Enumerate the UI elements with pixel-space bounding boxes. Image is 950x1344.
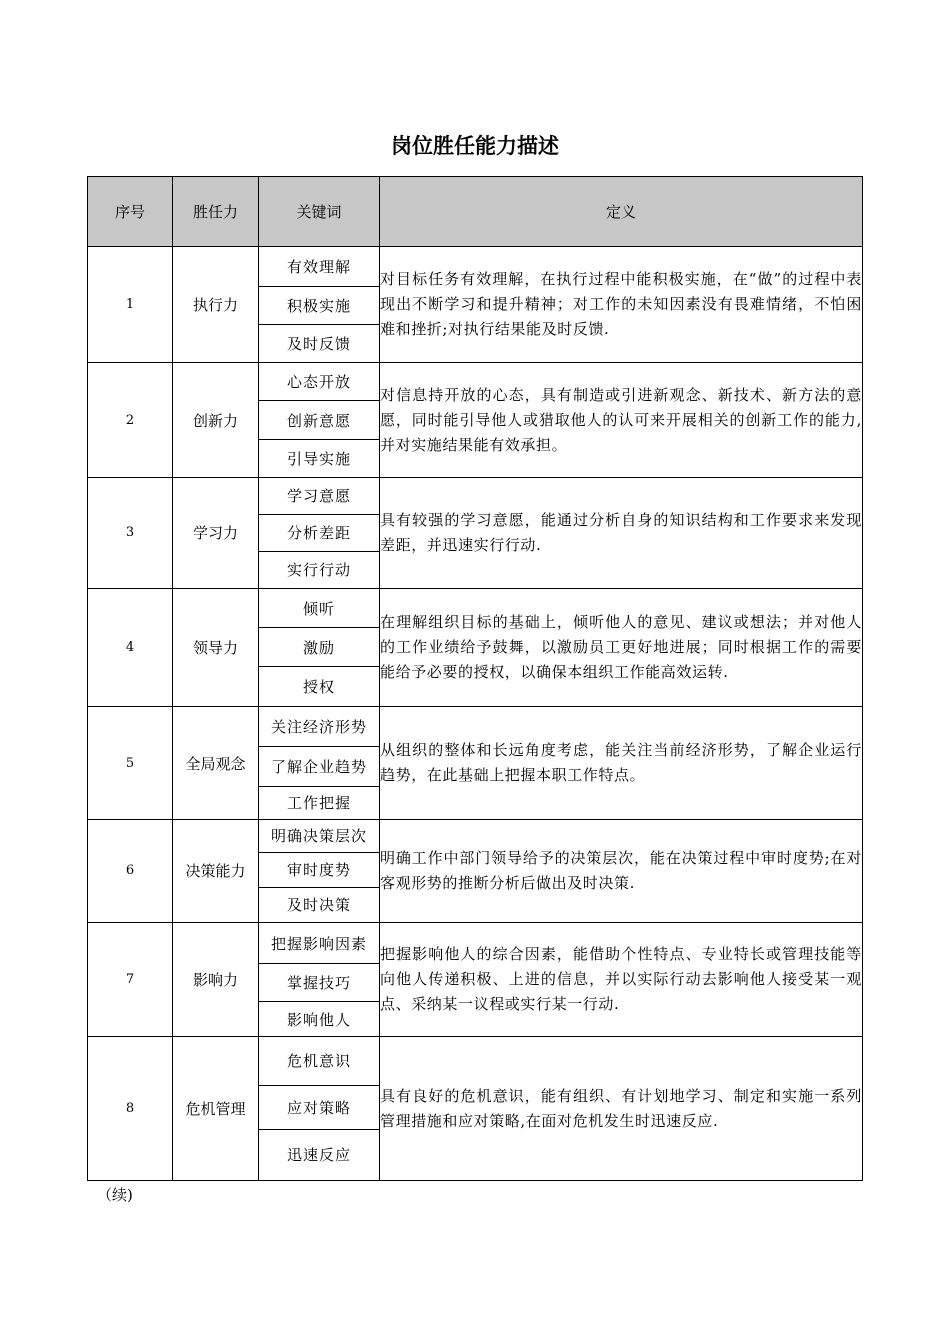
- definition-text: 具有较强的学习意愿，能通过分析自身的知识结构和工作要求来发现差距，并迅速实行行动.: [380, 477, 863, 588]
- keyword-cell: 了解企业趋势: [259, 746, 380, 786]
- row-number: 3: [88, 477, 173, 588]
- table-body: [88, 247, 863, 1181]
- row-number: 8: [88, 1037, 173, 1181]
- competency-name: 危机管理: [173, 1037, 259, 1181]
- competency-table: [87, 176, 863, 1181]
- table-row: [88, 247, 863, 287]
- keyword-cell: 关注经济形势: [259, 707, 380, 746]
- header-definition: 定义: [380, 177, 863, 247]
- table-row: [88, 819, 863, 852]
- row-number: 6: [88, 819, 173, 922]
- keyword-cell: 迅速反应: [259, 1129, 380, 1180]
- keyword-cell: 及时决策: [259, 887, 380, 922]
- definition-text: 明确工作中部门领导给予的决策层次，能在决策过程中审时度势;在对客观形势的推断分析后做出及时决策.: [380, 819, 863, 922]
- header-keywords: 关键词: [259, 177, 380, 247]
- keyword-cell: 激励: [259, 628, 380, 667]
- table-row: [88, 363, 863, 401]
- row-number: 7: [88, 923, 173, 1037]
- definition-text: 把握影响他人的综合因素，能借助个性特点、专业特长或管理技能等向他人传递积极、上进的信息，并以实际行动去影响他人接受某一观点、采纳某一议程或实行某一行动.: [380, 923, 863, 1037]
- row-number: 2: [88, 363, 173, 477]
- keyword-cell: 倾听: [259, 589, 380, 628]
- competency-name: 创新力: [173, 363, 259, 477]
- competency-name: 学习力: [173, 477, 259, 588]
- keyword-cell: 有效理解: [259, 247, 380, 287]
- keyword-cell: 明确决策层次: [259, 819, 380, 852]
- keyword-cell: 引导实施: [259, 439, 380, 477]
- definition-text: 在理解组织目标的基础上，倾听他人的意见、建议或想法；并对他人的工作业绩给予鼓舞，以激励员工更好地进展；同时根据工作的需要能给予必要的授权，以确保本组织工作能高效运转.: [380, 589, 863, 707]
- competency-name: 影响力: [173, 923, 259, 1037]
- table-row: [88, 923, 863, 964]
- keyword-cell: 把握影响因素: [259, 923, 380, 964]
- row-number: 5: [88, 707, 173, 819]
- keyword-cell: 实行行动: [259, 551, 380, 588]
- keyword-cell: 及时反馈: [259, 325, 380, 363]
- keyword-cell: 影响他人: [259, 1002, 380, 1037]
- table-row: [88, 589, 863, 628]
- keyword-cell: 创新意愿: [259, 401, 380, 439]
- competency-name: 执行力: [173, 247, 259, 363]
- row-number: 1: [88, 247, 173, 363]
- competency-name: 全局观念: [173, 707, 259, 819]
- competency-name: 领导力: [173, 589, 259, 707]
- keyword-cell: 掌握技巧: [259, 964, 380, 1002]
- definition-text: 从组织的整体和长远角度考虑，能关注当前经济形势，了解企业运行趋势，在此基础上把握本职工作特点。: [380, 707, 863, 819]
- row-number: 4: [88, 589, 173, 707]
- definition-text: 对信息持开放的心态，具有制造或引进新观念、新技术、新方法的意愿，同时能引导他人或猎取他人的认可来开展相关的创新工作的能力,并对实施结果能有效承担。: [380, 363, 863, 477]
- keyword-cell: 学习意愿: [259, 477, 380, 514]
- page-title: 岗位胜任能力描述: [391, 134, 559, 158]
- continued-note: （续): [97, 1186, 133, 1204]
- header-no: 序号: [88, 177, 173, 247]
- keyword-cell: 心态开放: [259, 363, 380, 401]
- definition-text: 具有良好的危机意识，能有组织、有计划地学习、制定和实施一系列管理措施和应对策略,在面对危机发生时迅速反应.: [380, 1037, 863, 1181]
- header-row: [88, 177, 863, 247]
- definition-text: 对目标任务有效理解，在执行过程中能积极实施，在“做”的过程中表现出不断学习和提升精神；对工作的未知因素没有畏难情绪，不怕困难和挫折;对执行结果能及时反馈.: [380, 247, 863, 363]
- keyword-cell: 危机意识: [259, 1037, 380, 1085]
- keyword-cell: 授权: [259, 667, 380, 707]
- header-competency: 胜任力: [173, 177, 259, 247]
- keyword-cell: 应对策略: [259, 1085, 380, 1129]
- keyword-cell: 工作把握: [259, 786, 380, 819]
- keyword-cell: 审时度势: [259, 852, 380, 887]
- competency-name: 决策能力: [173, 819, 259, 922]
- keyword-cell: 积极实施: [259, 287, 380, 325]
- keyword-cell: 分析差距: [259, 514, 380, 551]
- table-row: [88, 477, 863, 514]
- table-row: [88, 707, 863, 746]
- table-row: [88, 1037, 863, 1085]
